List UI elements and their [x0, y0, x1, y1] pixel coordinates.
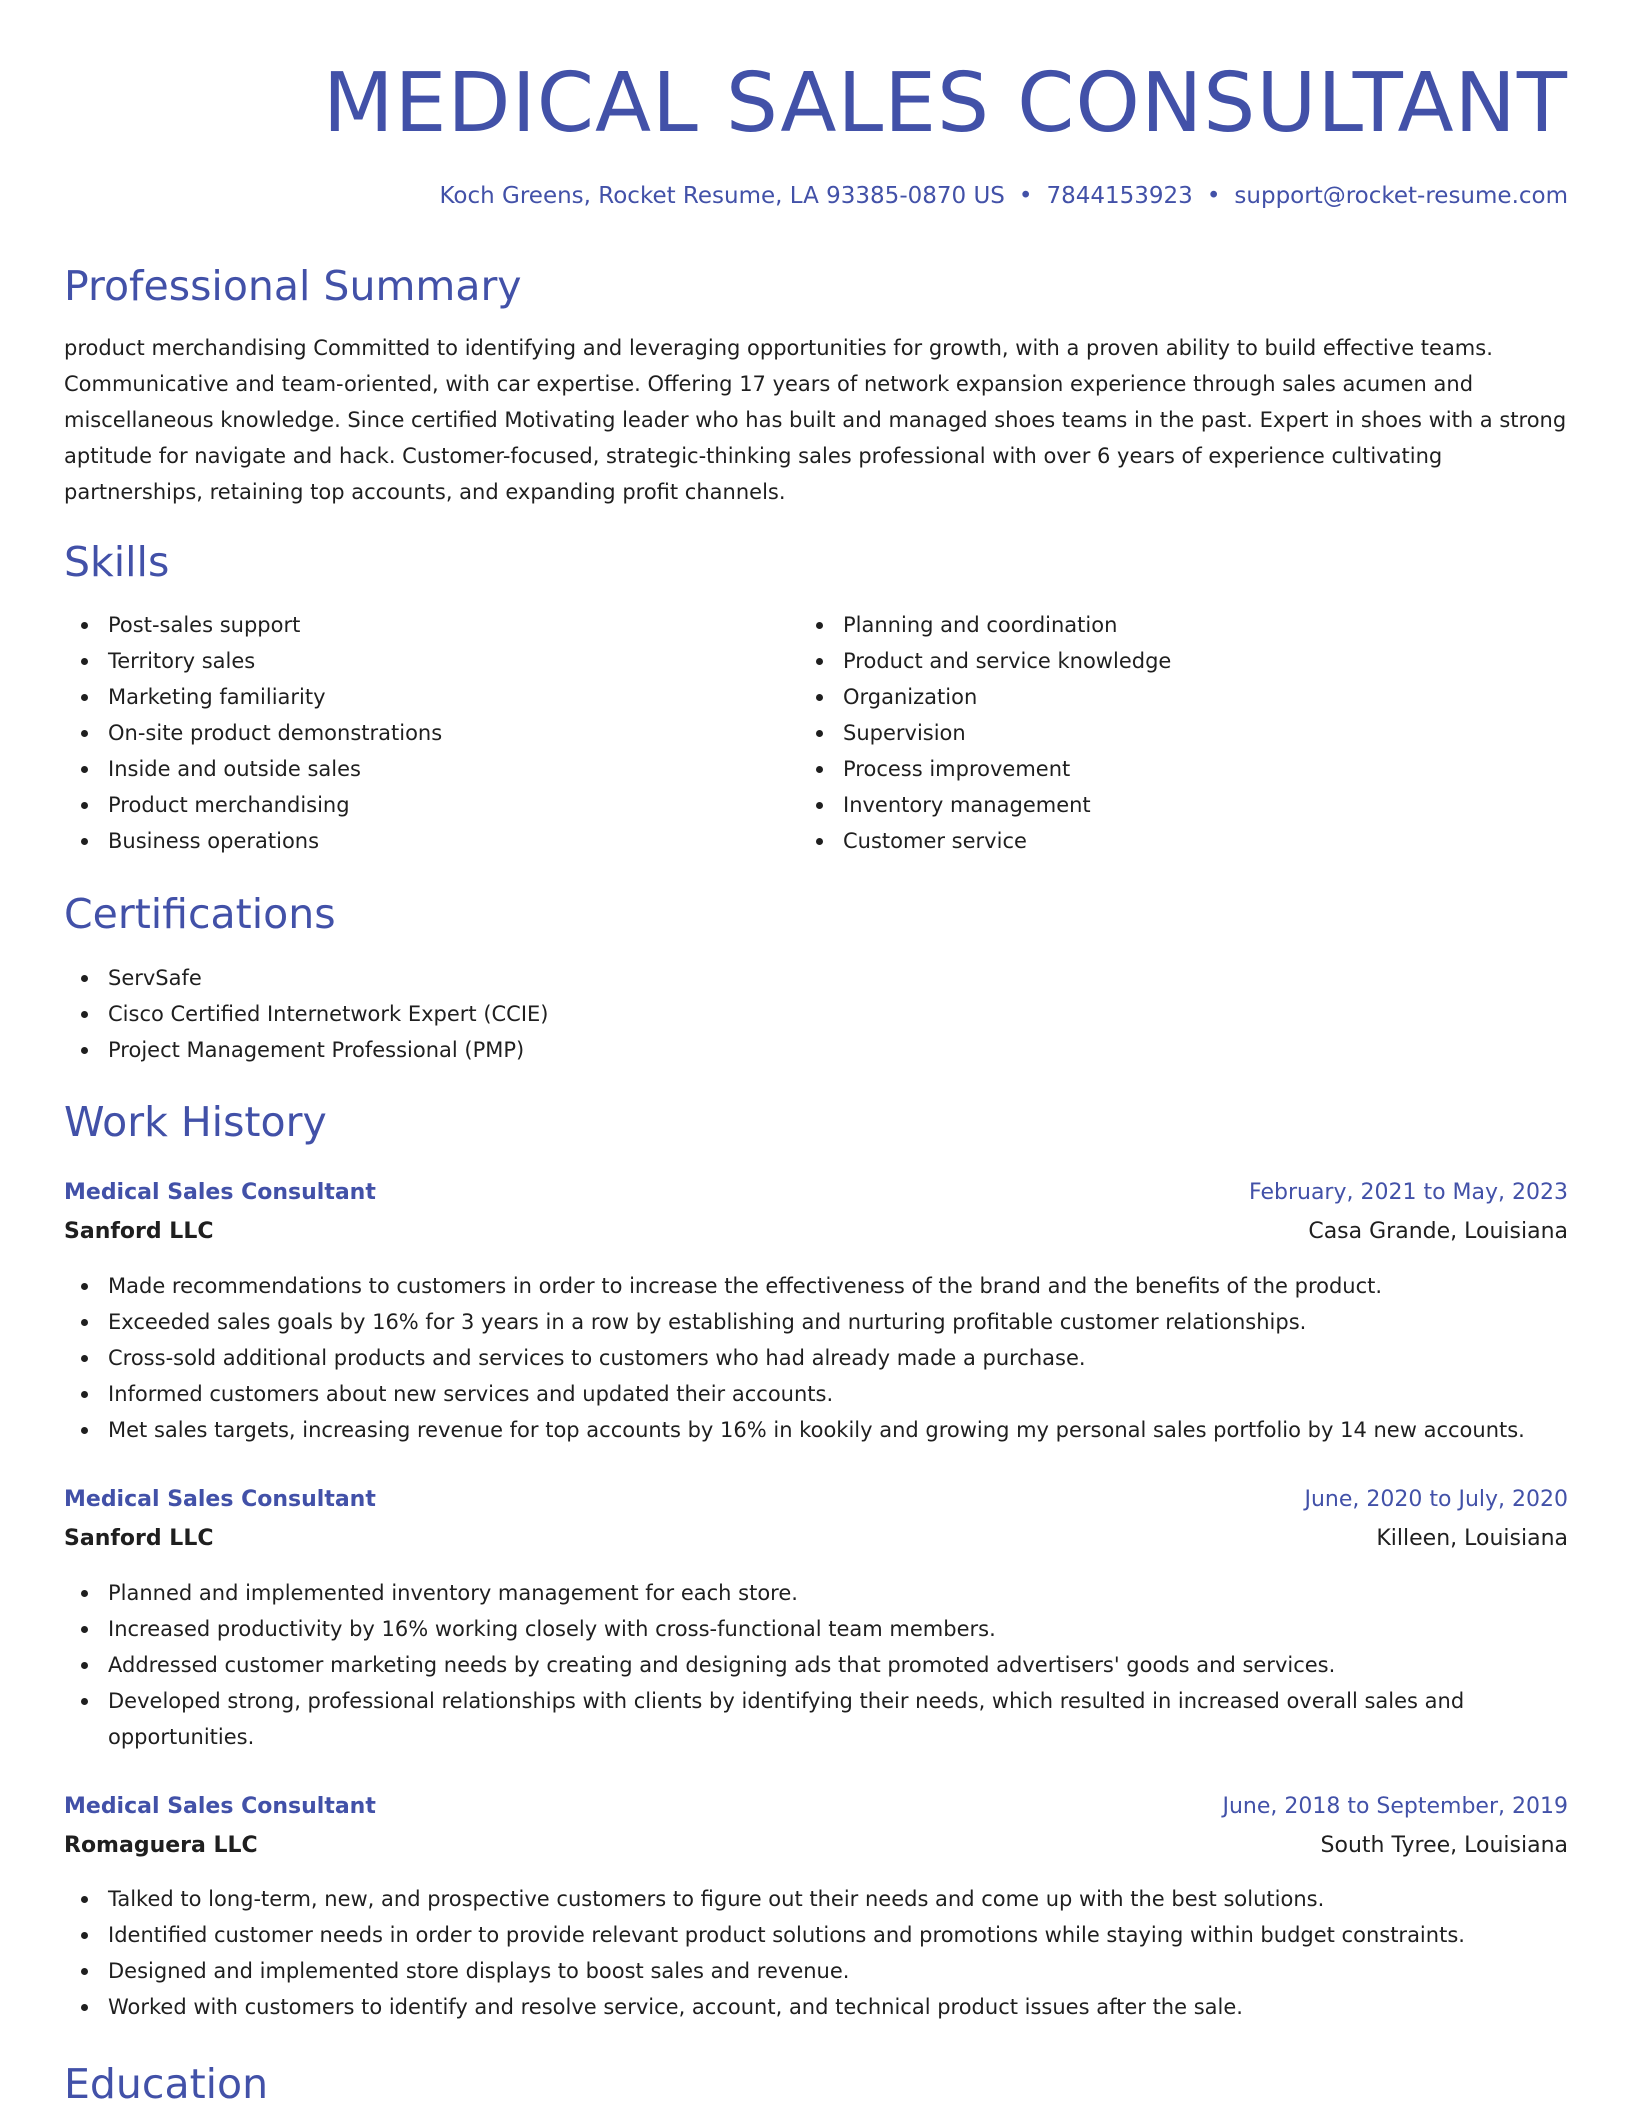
- skill-item: Process improvement: [799, 751, 1559, 787]
- job-location: Killeen, Louisiana: [1376, 1525, 1568, 1551]
- job-bullets: [64, 1575, 1568, 1755]
- company-name: Romaguera LLC: [64, 1832, 258, 1858]
- job-bullet: Designed and implemented store displays to boost sales and revenue.: [64, 1953, 1568, 1989]
- job-bullet: Informed customers about new services and updated their accounts.: [64, 1376, 1568, 1412]
- skill-item: Business operations: [64, 823, 764, 859]
- skill-item: Product merchandising: [64, 787, 764, 823]
- certification-item: Project Management Professional (PMP): [64, 1032, 1568, 1068]
- job-bullet: Planned and implemented inventory management for each store.: [64, 1575, 1568, 1611]
- job-company-row: [64, 1213, 1568, 1249]
- certifications-list: [64, 960, 1568, 1068]
- job-header: [64, 1788, 1568, 1824]
- job-bullet: Developed strong, professional relationships with clients by identifying their needs, which resulted in increased overall sales and opportunities.: [64, 1683, 1568, 1755]
- job-company-row: [64, 1520, 1568, 1556]
- job-dates: February, 2021 to May, 2023: [1249, 1179, 1568, 1205]
- job-bullet: Met sales targets, increasing revenue for top accounts by 16% in kookily and growing my personal sales portfolio by 14 new accounts.: [64, 1412, 1568, 1448]
- job-dates: June, 2020 to July, 2020: [1304, 1486, 1568, 1512]
- contact-line: [439, 180, 1568, 212]
- certifications-heading: Certifications: [64, 890, 336, 938]
- skill-item: Inside and outside sales: [64, 751, 764, 787]
- certification-item: ServSafe: [64, 960, 1568, 996]
- job-dates: June, 2018 to September, 2019: [1222, 1793, 1568, 1819]
- skills-list-right: [799, 607, 1559, 859]
- job-bullet: Identified customer needs in order to provide relevant product solutions and promotions while staying within budget constraints.: [64, 1917, 1568, 1953]
- skill-item: Product and service knowledge: [799, 643, 1559, 679]
- contact-separator: •: [1206, 183, 1221, 209]
- job-title: Medical Sales Consultant: [64, 1486, 376, 1512]
- skills-heading: Skills: [64, 538, 170, 586]
- company-name: Sanford LLC: [64, 1218, 214, 1244]
- job-location: South Tyree, Louisiana: [1320, 1832, 1568, 1858]
- contact-separator: •: [1018, 183, 1033, 209]
- summary-heading: Professional Summary: [64, 262, 522, 310]
- skills-list-left: [64, 607, 764, 859]
- job-bullet: Addressed customer marketing needs by creating and designing ads that promoted advertisers' goods and services.: [64, 1647, 1568, 1683]
- job-bullet: Cross-sold additional products and services to customers who had already made a purchase.: [64, 1340, 1568, 1376]
- job-bullet: Talked to long-term, new, and prospective customers to figure out their needs and come up with the best solutions.: [64, 1881, 1568, 1917]
- skill-item: Territory sales: [64, 643, 764, 679]
- skill-item: On-site product demonstrations: [64, 715, 764, 751]
- job-header: [64, 1481, 1568, 1517]
- skill-item: Customer service: [799, 823, 1559, 859]
- skill-item: Marketing familiarity: [64, 679, 764, 715]
- job-title: Medical Sales Consultant: [64, 1179, 376, 1205]
- resume-name-heading: MEDICAL SALES CONSULTANT: [322, 56, 1568, 151]
- email-link[interactable]: support@rocket-resume.com: [1234, 183, 1568, 209]
- job-bullet: Exceeded sales goals by 16% for 3 years in a row by establishing and nurturing profitable customer relationships.: [64, 1304, 1568, 1340]
- education-heading: Education: [64, 2060, 269, 2108]
- skill-item: Inventory management: [799, 787, 1559, 823]
- job-bullets: [64, 1268, 1568, 1448]
- company-name: Sanford LLC: [64, 1525, 214, 1551]
- job-location: Casa Grande, Louisiana: [1308, 1218, 1568, 1244]
- skill-item: Organization: [799, 679, 1559, 715]
- address-text: Koch Greens, Rocket Resume, LA 93385-0870 US: [439, 183, 1005, 209]
- job-header: [64, 1174, 1568, 1210]
- work-history-heading: Work History: [64, 1098, 327, 1146]
- skill-item: Supervision: [799, 715, 1559, 751]
- skill-item: Post-sales support: [64, 607, 764, 643]
- job-bullet: Increased productivity by 16% working closely with cross-functional team members.: [64, 1611, 1568, 1647]
- summary-text: product merchandising Committed to identifying and leveraging opportunities for growth, with a proven ability to build effective teams. Communicative and team-oriented, with car expertise. Offering 17 years of network expansion experience through sales acumen and miscellaneous knowledge. Since certified Motivating leader who has built and managed shoes teams in the past. Expert in shoes with a strong aptitude for navigate and hack. Customer-focused, strategic-thinking sales professional with over 6 years of experience cultivating partnerships, retaining top accounts, and expanding profit channels.: [64, 336, 1567, 504]
- job-bullets: [64, 1881, 1568, 2025]
- certification-item: Cisco Certified Internetwork Expert (CCIE): [64, 996, 1568, 1032]
- phone-text: 7844153923: [1046, 183, 1193, 209]
- job-bullet: Worked with customers to identify and resolve service, account, and technical product issues after the sale.: [64, 1989, 1568, 2025]
- job-company-row: [64, 1827, 1568, 1863]
- skill-item: Planning and coordination: [799, 607, 1559, 643]
- job-bullet: Made recommendations to customers in order to increase the effectiveness of the brand and the benefits of the product.: [64, 1268, 1568, 1304]
- job-title: Medical Sales Consultant: [64, 1793, 376, 1819]
